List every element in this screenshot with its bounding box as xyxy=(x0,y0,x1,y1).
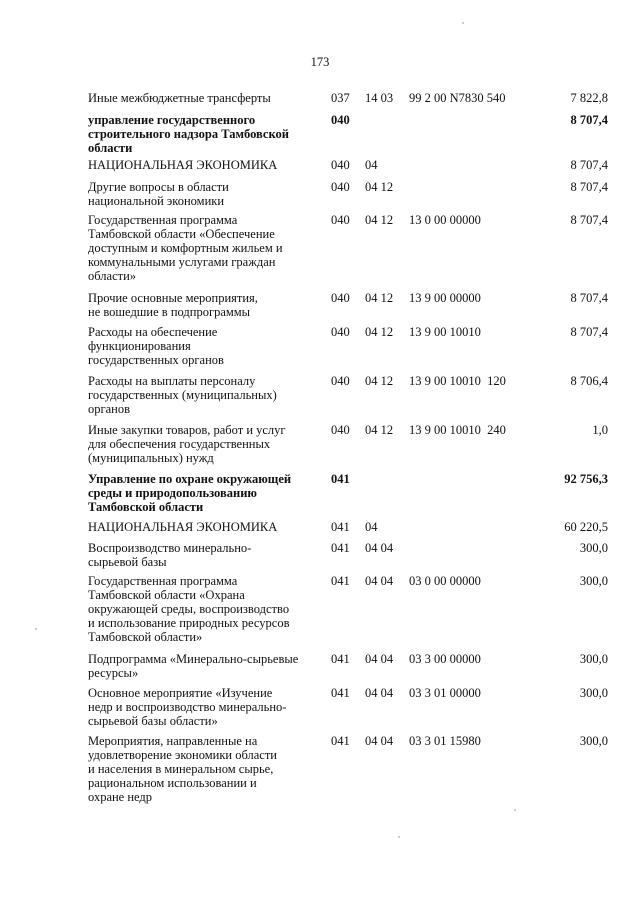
row-admin-code: 040 xyxy=(331,158,350,172)
row-section-code: 04 12 xyxy=(365,180,394,194)
row-target-article: 13 9 00 10010 xyxy=(409,325,481,339)
row-section-code: 14 03 xyxy=(365,91,394,105)
row-admin-code: 041 xyxy=(331,520,350,534)
row-amount: 7 822,8 xyxy=(570,91,608,105)
row-amount: 1,0 xyxy=(592,423,608,437)
row-amount: 300,0 xyxy=(579,574,608,588)
row-section-code: 04 12 xyxy=(365,291,394,305)
row-admin-code: 041 xyxy=(331,541,350,555)
row-amount: 60 220,5 xyxy=(564,520,608,534)
row-section-code: 04 12 xyxy=(365,325,394,339)
row-amount: 8 706,4 xyxy=(570,374,608,388)
row-name: Расходы на обеспечение функционирования государственных органов xyxy=(88,325,224,367)
row-target-article: 03 3 01 00000 xyxy=(409,686,481,700)
row-target-article: 13 9 00 00000 xyxy=(409,291,481,305)
row-section-code: 04 04 xyxy=(365,652,394,666)
row-name: Другие вопросы в области национальной экономики xyxy=(88,180,229,208)
scan-speck xyxy=(398,836,400,838)
row-target-article: 13 9 00 10010 240 xyxy=(409,423,506,437)
row-section-code: 04 xyxy=(365,158,378,172)
row-name: Иные закупки товаров, работ и услуг для обеспечения государственных (муниципальных) нужд xyxy=(88,423,286,465)
row-section-code: 04 04 xyxy=(365,686,394,700)
row-admin-code: 041 xyxy=(331,734,350,748)
row-amount: 300,0 xyxy=(579,734,608,748)
row-admin-code: 040 xyxy=(331,180,350,194)
row-name: НАЦИОНАЛЬНАЯ ЭКОНОМИКА xyxy=(88,520,278,534)
row-admin-code: 040 xyxy=(331,291,350,305)
row-amount: 8 707,4 xyxy=(570,291,608,305)
row-name: НАЦИОНАЛЬНАЯ ЭКОНОМИКА xyxy=(88,158,278,172)
row-admin-code: 041 xyxy=(331,574,350,588)
row-admin-code: 040 xyxy=(331,374,350,388)
row-section-code: 04 04 xyxy=(365,541,394,555)
row-amount: 8 707,4 xyxy=(570,213,608,227)
row-name: Подпрограмма «Минерально-сырьевые ресурсы» xyxy=(88,652,299,680)
row-admin-code: 041 xyxy=(331,652,350,666)
row-name: Государственная программа Тамбовской области «Обеспечение доступным и комфортным жильем и коммунальными услугами граждан области» xyxy=(88,213,283,283)
row-target-article: 13 0 00 00000 xyxy=(409,213,481,227)
row-section-code: 04 04 xyxy=(365,734,394,748)
row-amount: 92 756,3 xyxy=(564,472,608,486)
row-section-code: 04 12 xyxy=(365,374,394,388)
row-amount: 8 707,4 xyxy=(570,325,608,339)
row-name: Управление по охране окружающей среды и природопользованию Тамбовской области xyxy=(88,472,292,514)
page-number: 173 xyxy=(310,55,330,69)
row-name: Расходы на выплаты персоналу государственных (муниципальных) органов xyxy=(88,374,277,416)
row-name: Основное мероприятие «Изучение недр и воспроизводство минерально- сырьевой базы области» xyxy=(88,686,287,728)
row-target-article: 03 0 00 00000 xyxy=(409,574,481,588)
row-section-code: 04 xyxy=(365,520,378,534)
row-admin-code: 040 xyxy=(331,325,350,339)
row-admin-code: 040 xyxy=(331,423,350,437)
row-admin-code: 040 xyxy=(331,113,350,127)
row-target-article: 03 3 01 15980 xyxy=(409,734,481,748)
row-name: управление государственного строительного надзора Тамбовской области xyxy=(88,113,289,155)
row-target-article: 03 3 00 00000 xyxy=(409,652,481,666)
row-amount: 300,0 xyxy=(579,541,608,555)
row-admin-code: 041 xyxy=(331,472,350,486)
row-name: Прочие основные мероприятия, не вошедшие в подпрограммы xyxy=(88,291,258,319)
row-amount: 8 707,4 xyxy=(570,158,608,172)
row-section-code: 04 12 xyxy=(365,423,394,437)
row-name: Государственная программа Тамбовской области «Охрана окружающей среды, воспроизводство и использование природных ресурсов Тамбовской области» xyxy=(88,574,290,644)
row-admin-code: 037 xyxy=(331,91,350,105)
row-amount: 300,0 xyxy=(579,652,608,666)
row-name: Мероприятия, направленные на удовлетворение экономики области и населения в минеральном сырье, рациональном использовании и охране недр xyxy=(88,734,278,804)
scan-speck xyxy=(514,809,516,811)
row-admin-code: 040 xyxy=(331,213,350,227)
row-target-article: 13 9 00 10010 120 xyxy=(409,374,506,388)
row-section-code: 04 12 xyxy=(365,213,394,227)
row-section-code: 04 04 xyxy=(365,574,394,588)
row-admin-code: 041 xyxy=(331,686,350,700)
row-amount: 300,0 xyxy=(579,686,608,700)
row-name: Воспроизводство минерально- сырьевой базы xyxy=(88,541,252,569)
row-amount: 8 707,4 xyxy=(570,113,608,127)
row-name: Иные межбюджетные трансферты xyxy=(88,91,271,105)
scan-speck xyxy=(35,628,37,630)
row-amount: 8 707,4 xyxy=(570,180,608,194)
scan-speck xyxy=(462,22,464,24)
row-target-article: 99 2 00 N7830 540 xyxy=(409,91,506,105)
